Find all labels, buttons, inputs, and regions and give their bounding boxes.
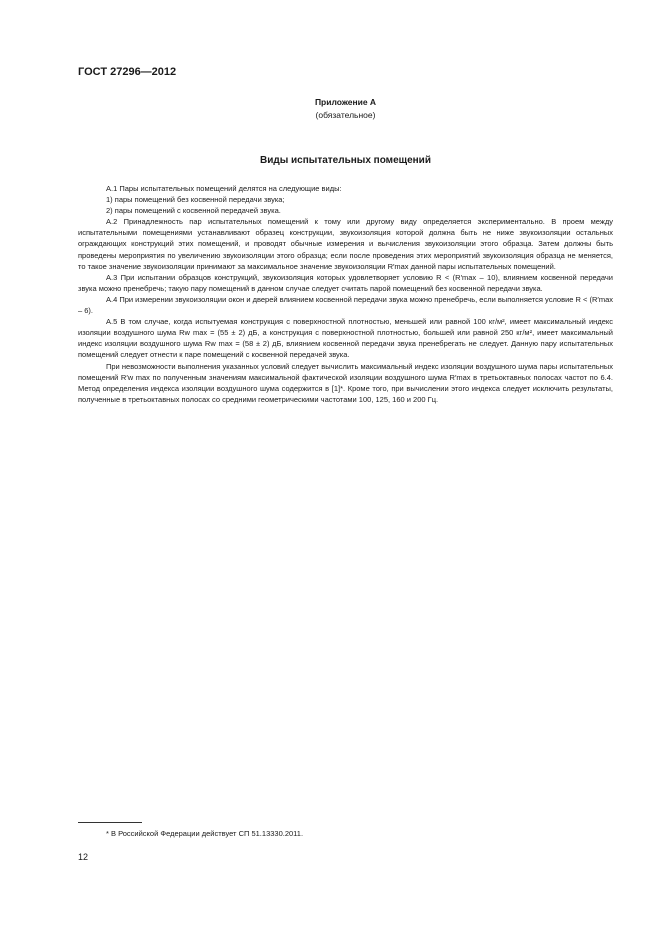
annex-status: (обязательное)	[315, 110, 376, 120]
annex-heading	[78, 96, 613, 122]
paragraph-a2: А.2 Принадлежность пар испытательных помещений к тому или другому виду определяется экспериментально. В проем между испытательными помещениями устанавливают образец конструкции, звукоизоляция которой должна быть не ниже звукоизоляции остальных ограждающих конструкций этих помещений, и проводят обычные измерения и вычисления звукоизоляции этого образца. Затем должны быть проведены мероприятия по увеличению звукоизоляции этого образца; если после проведения этих мероприятий звукоизоляция образца не меняется, то такое значение звукоизоляции принимают за максимальное значение звукоизоляции R′max данной пары испытательных помещений.	[78, 217, 613, 271]
section-title: Виды испытательных помещений	[260, 155, 431, 166]
list-item-1: 1) пары помещений без косвенной передачи звука;	[106, 195, 285, 205]
footnote-divider	[78, 822, 142, 823]
annex-label: Приложение А	[314, 97, 377, 107]
document-code: ГОСТ 27296—2012	[78, 66, 177, 78]
list-item-2: 2) пары помещений с косвенной передачей звука.	[106, 206, 281, 216]
paragraph-a4: А.4 При измерении звукоизоляции окон и дверей влиянием косвенной передачи звука можно пренебречь, если выполняется условие R < (R′max – 6).	[78, 294, 613, 316]
paragraph-a3: А.3 При испытании образцов конструкций, звукоизоляция которых удовлетворяет условию R < (R′max – 10), влиянием косвенной передачи звука можно пренебречь; такую пару помещений в данном случае следует считать парой помещений без косвенной передачи звука.	[78, 272, 613, 293]
document-body	[78, 183, 613, 405]
paragraph-a5: А.5 В том случае, когда испытуемая конструкция с поверхностной плотностью, меньшей или равной 100 кг/м², имеет максимальный индекс изоляции воздушного шума Rw max = (55 ± 2) дБ, а конструкция с поверхностной плотностью, большей или равной 250 кг/м², имеет максимальный индекс изоляции воздушного шума Rw max = (58 ± 2) дБ, влиянием косвенной передачи звука пренебрегать не следует. Данную пару испытательных помещений следует отнести к паре помещений с косвенной передачей звука.	[78, 317, 613, 360]
page-number: 12	[78, 852, 89, 862]
paragraph-a1: А.1 Пары испытательных помещений делятся на следующие виды:	[106, 184, 342, 193]
footnote: * В Российской Федерации действует СП 51.13330.2011.	[106, 829, 304, 838]
paragraph-a5-continued: При невозможности выполнения указанных условий следует вычислить максимальный индекс изоляции воздушного шума пары испытательных помещений R′w max по полученным значениям максимальной фактической изоляции воздушного шума R′max в третьоктавных полосах частот по 6.4. Метод определения индекса изоляции воздушного шума содержится в [1]*. Кроме того, при вычислении этого индекса следует исключить результаты, полученные в третьоктавных полосах со средними геометрическими частотами 100, 125, 160 и 200 Гц.	[78, 361, 613, 404]
